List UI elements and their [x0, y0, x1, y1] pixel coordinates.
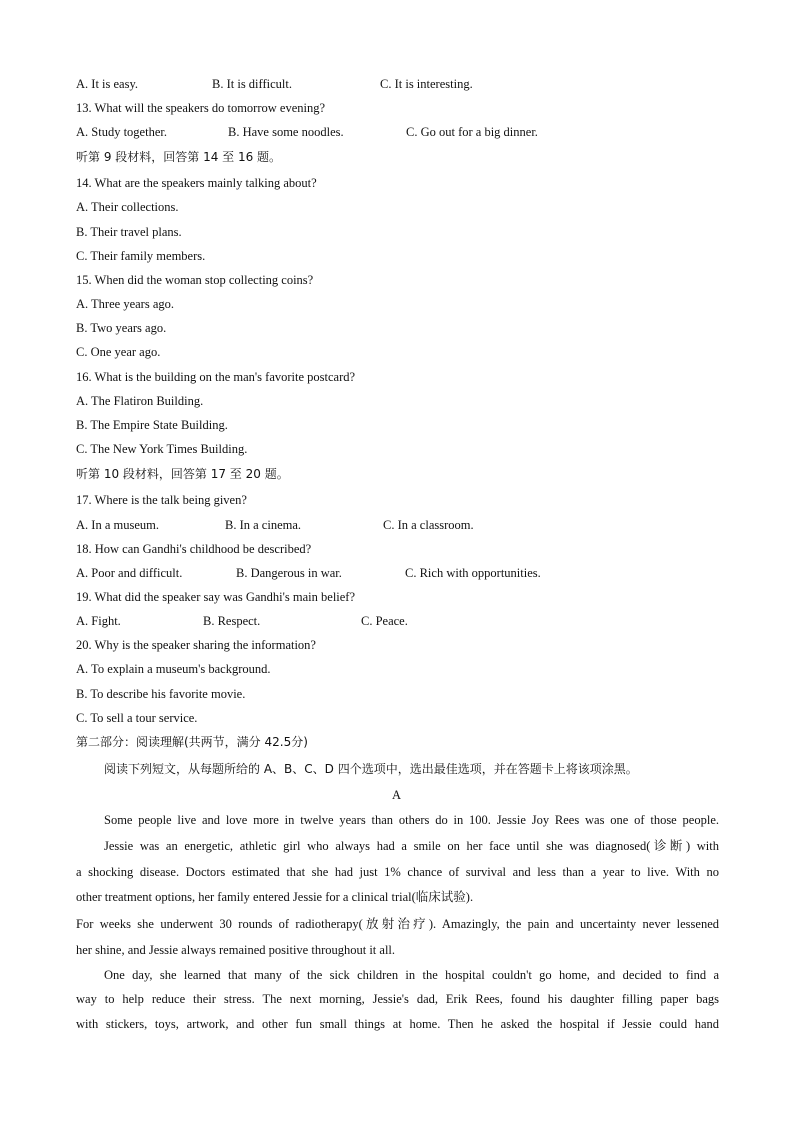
passage-line: her shine, and Jessie always remained positive throughout it all. [76, 943, 396, 957]
q17-option-c: C. In a classroom. [383, 518, 474, 532]
q14-stem: 14. What are the speakers mainly talking about? [76, 176, 317, 190]
section-9-heading: 听第 9 段材料，回答第 14 至 16 题。 [76, 150, 282, 164]
q19-stem: 19. What did the speaker say was Gandhi's main belief? [76, 590, 356, 604]
q13-option-c: C. Go out for a big dinner. [406, 125, 538, 139]
q12-option-c: C. It is interesting. [380, 77, 473, 91]
passage-line: a shocking disease. Doctors estimated that she had just 1% chance of survival and less than a year to live. With no [76, 865, 719, 879]
q18-option-c: C. Rich with opportunities. [405, 566, 541, 580]
passage-line: For weeks she underwent 30 rounds of radiotherapy(放射治疗). Amazingly, the pain and uncertainty never lessened [76, 917, 719, 931]
part-2-title: 第二部分：阅读理解(共两节，满分 42.5分) [76, 735, 308, 749]
q12-option-b: B. It is difficult. [212, 77, 292, 91]
q13-option-a: A. Study together. [76, 125, 167, 139]
q12-option-a: A. It is easy. [76, 77, 139, 91]
q18-stem: 18. How can Gandhi's childhood be described? [76, 542, 312, 556]
q15-stem: 15. When did the woman stop collecting coins? [76, 273, 314, 287]
q19-option-c: C. Peace. [361, 614, 408, 628]
q19-option-b: B. Respect. [203, 614, 261, 628]
q17-option-a: A. In a museum. [76, 518, 159, 532]
q19-option-a: A. Fight. [76, 614, 121, 628]
q15-option-b: B. Two years ago. [76, 321, 167, 335]
q15-option-a: A. Three years ago. [76, 297, 174, 311]
q18-option-a: A. Poor and difficult. [76, 566, 183, 580]
q20-option-c: C. To sell a tour service. [76, 711, 198, 725]
q16-option-b: B. The Empire State Building. [76, 418, 228, 432]
passage-line: way to help reduce their stress. The next morning, Jessie's dad, Erik Rees, found his daughter filling paper bags [76, 992, 719, 1006]
q16-option-c: C. The New York Times Building. [76, 442, 248, 456]
q20-option-b: B. To describe his favorite movie. [76, 687, 246, 701]
passage-label: A [391, 788, 402, 802]
passage-line: other treatment options, her family entered Jessie for a clinical trial(临床试验). [76, 890, 474, 904]
q16-stem: 16. What is the building on the man's favorite postcard? [76, 370, 356, 384]
q14-option-b: B. Their travel plans. [76, 225, 182, 239]
q15-option-c: C. One year ago. [76, 345, 161, 359]
part-2-instruction: 阅读下列短文，从每题所给的 A、B、C、D 四个选项中，选出最佳选项，并在答题卡上将该项涂黑。 [104, 762, 638, 776]
passage-line: with stickers, toys, artwork, and other fun small things at home. Then he asked the hospital if Jessie could hand [76, 1017, 719, 1031]
passage-line: Some people live and love more in twelve years than others do in 100. Jessie Joy Rees was one of those people. [104, 813, 719, 827]
q20-stem: 20. Why is the speaker sharing the information? [76, 638, 316, 652]
q14-option-c: C. Their family members. [76, 249, 206, 263]
q17-stem: 17. Where is the talk being given? [76, 493, 247, 507]
q13-option-b: B. Have some noodles. [228, 125, 344, 139]
q17-option-b: B. In a cinema. [225, 518, 302, 532]
q16-option-a: A. The Flatiron Building. [76, 394, 204, 408]
q14-option-a: A. Their collections. [76, 200, 179, 214]
q20-option-a: A. To explain a museum's background. [76, 662, 271, 676]
passage-line: One day, she learned that many of the sick children in the hospital couldn't go home, and decided to find a [104, 968, 719, 982]
q18-option-b: B. Dangerous in war. [236, 566, 342, 580]
section-10-heading: 听第 10 段材料，回答第 17 至 20 题。 [76, 467, 289, 481]
q13-stem: 13. What will the speakers do tomorrow evening? [76, 101, 326, 115]
passage-line: Jessie was an energetic, athletic girl who always had a smile on her face until she was diagnosed(诊断) with [104, 839, 719, 853]
